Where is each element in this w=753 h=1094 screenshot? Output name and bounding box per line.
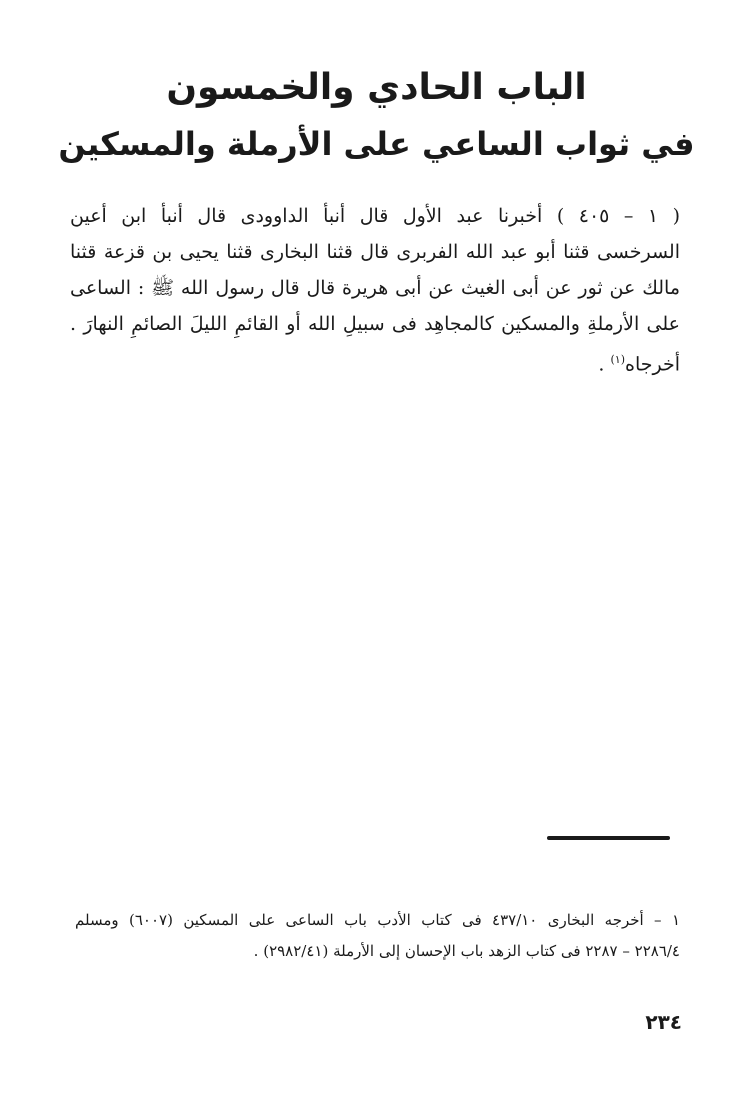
hadith-line: ( ١ – ٤٠٥ ) أخبرنا عبد الأول قال أنبأ الداوودى قال أنبأ ابن أعين — [70, 205, 680, 227]
hadith-line-last — [70, 342, 680, 382]
hadith-text — [70, 198, 680, 382]
hadith-line: على الأرملةِ والمسكين كالمجاهِد فى سبيلِ الله أو القائمِ الليلَ الصائمِ النهارَ . — [70, 313, 680, 335]
closing-punctuation: . — [598, 353, 611, 376]
hadith-line: مالك عن ثور عن أبى الغيث عن أبى هريرة قال قال رسول الله ﷺ : الساعى — [70, 277, 680, 299]
footnote-reference: (١) — [610, 353, 625, 366]
page-number: ٢٣٤ — [645, 1010, 682, 1034]
footnote-line: ٢٢٨٦/٤ – ٢٢٨٧ فى كتاب الزهد باب الإحسان إلى الأرملة (٢٩٨٢/٤١) . — [253, 942, 680, 960]
footnote-divider — [547, 836, 670, 840]
chapter-subtitle: في ثواب الساعي على الأرملة والمسكين — [58, 125, 695, 163]
footnotes — [75, 905, 680, 967]
hadith-line: السرخسى قثنا أبو عبد الله الفربرى قال قثنا البخارى قثنا يحيى بن قزعة قثنا — [70, 241, 680, 263]
chapter-title: الباب الحادي والخمسون — [166, 67, 587, 108]
footnote-line: ١ – أخرجه البخارى ٤٣٧/١٠ فى كتاب الأدب باب الساعى على المسكين (٦٠٠٧) ومسلم — [75, 911, 681, 929]
takhrij-text: أخرجاه — [625, 353, 680, 376]
